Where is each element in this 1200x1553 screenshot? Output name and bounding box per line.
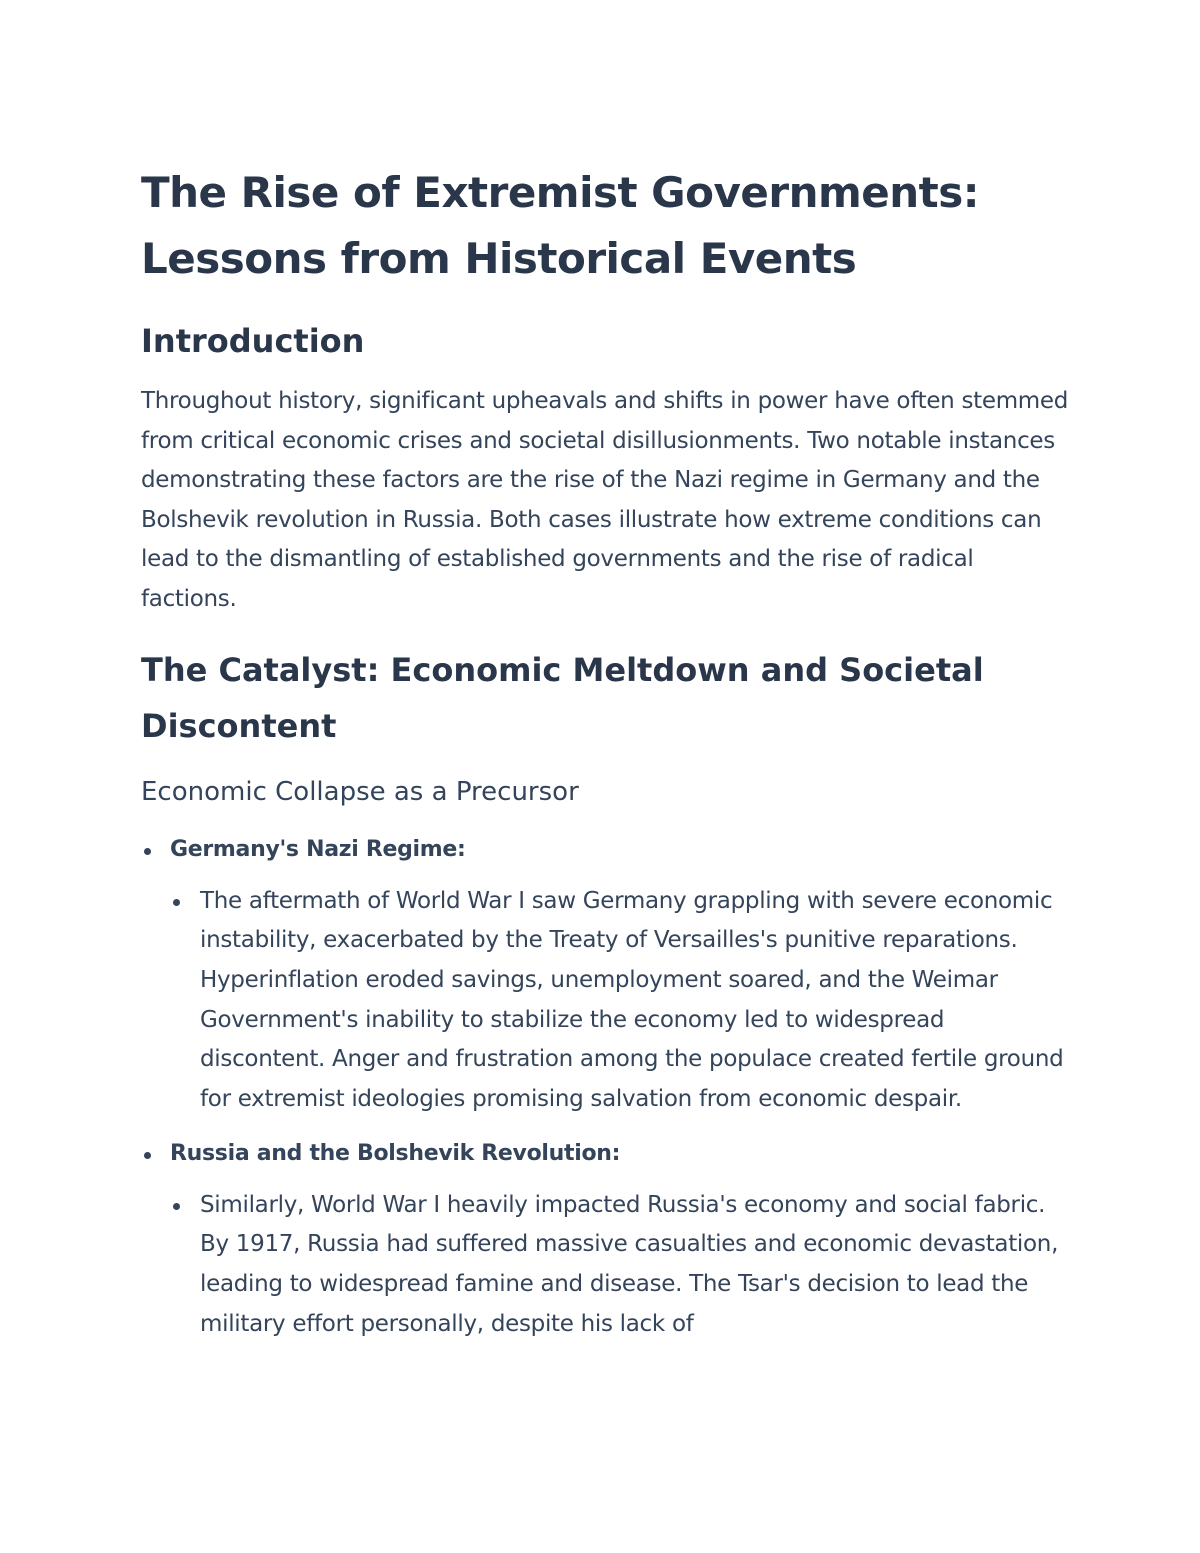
catalyst-list: [141, 830, 1071, 1345]
catalyst-heading: The Catalyst: Economic Meltdown and Societal Discontent: [141, 650, 984, 745]
list-item-text: The aftermath of World War I saw Germany grappling with severe economic instability, exacerbated by the Treaty of Versailles's punitive reparations. Hyperinflation eroded savings, unemployment soared, and the Weimar Government's inability to stabilize the economy led to widespread discontent. Anger and frustration among the populace created fertile ground for extremist ideologies promising salvation from economic despair.: [200, 887, 1064, 1113]
bullet-icon: [173, 899, 180, 906]
sub-list-item: [170, 1186, 1071, 1345]
bullet-icon: [144, 1152, 151, 1159]
list-item-title: Germany's Nazi Regime:: [170, 836, 466, 862]
introduction-heading: Introduction: [141, 322, 365, 360]
sub-list-item: [170, 882, 1071, 1120]
sub-list: [170, 882, 1071, 1120]
economic-collapse-subheading: Economic Collapse as a Precursor: [141, 776, 579, 807]
bullet-icon: [173, 1203, 180, 1210]
document-page: [141, 160, 1071, 1359]
list-item-title: Russia and the Bolshevik Revolution:: [170, 1140, 621, 1166]
document-title: The Rise of Extremist Governments: Lessons from Historical Events: [141, 168, 979, 283]
list-item-russia: [141, 1134, 1071, 1345]
list-item-germany: [141, 830, 1071, 1120]
list-item-text: Similarly, World War I heavily impacted Russia's economy and social fabric. By 1917, Russia had suffered massive casualties and economic devastation, leading to widespread famine and disease. The Tsar's decision to lead the military effort personally, despite his lack of: [200, 1191, 1059, 1337]
sub-list: [170, 1186, 1071, 1345]
introduction-paragraph: Throughout history, significant upheavals and shifts in power have often stemmed from critical economic crises and societal disillusionments. Two notable instances demonstrating these factors are the rise of the Nazi regime in Germany and the Bolshevik revolution in Russia. Both cases illustrate how extreme conditions can lead to the dismantling of established governments and the rise of radical factions.: [141, 388, 1069, 612]
bullet-icon: [144, 848, 151, 855]
